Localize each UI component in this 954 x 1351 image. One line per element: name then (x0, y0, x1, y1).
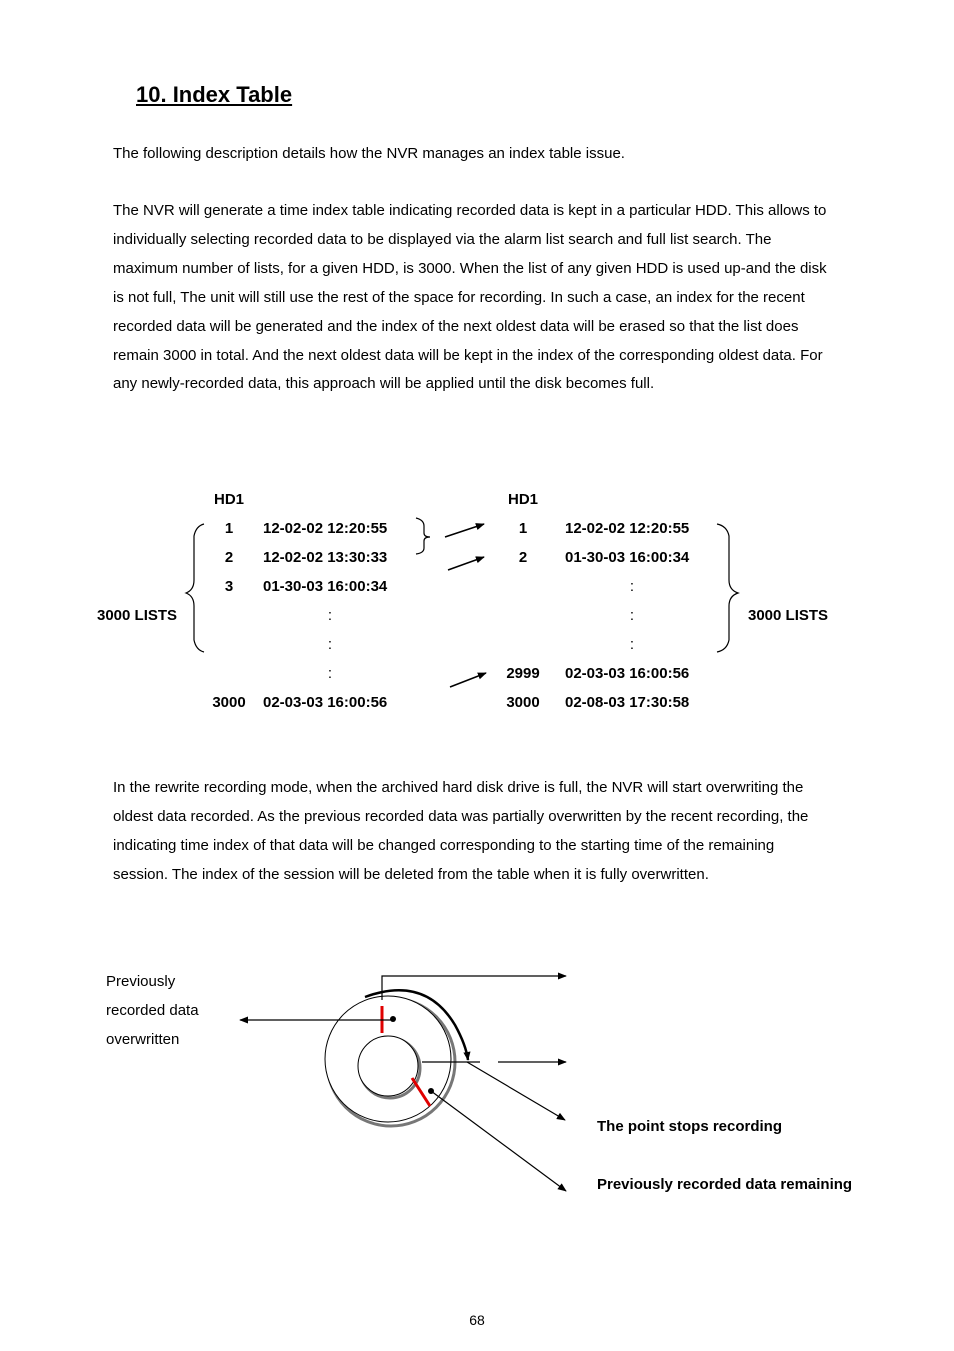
right-row-ellipsis: : (629, 578, 635, 595)
arrow-row-2999 (450, 673, 486, 687)
left-row-ellipsis: : (327, 607, 333, 624)
right-row-time: 12-02-02 12:20:55 (565, 520, 690, 537)
left-row-ellipsis: : (327, 665, 333, 682)
left-row-ellipsis: : (327, 636, 333, 653)
right-row-ellipsis: : (629, 636, 635, 653)
right-row-time: 02-08-03 17:30:58 (565, 694, 690, 711)
right-brace-label: 3000 LISTS (748, 607, 829, 624)
stop-recording-label: The point stops recording (597, 1118, 783, 1135)
intro-paragraph: The following description details how the NVR manages an index table issue. (113, 145, 625, 162)
right-row-num: 2 (518, 549, 528, 566)
right-row-num: 1 (518, 520, 528, 537)
right-row-num: 3000 (506, 694, 540, 711)
overwrite-dot (390, 1016, 396, 1022)
left-row-time: 12-02-02 12:20:55 (263, 520, 388, 537)
overwritten-label-line: overwritten (106, 1031, 180, 1048)
left-brace (186, 524, 204, 652)
top-leader-arrow (382, 976, 566, 1000)
small-brace (416, 518, 430, 554)
right-row-time: 01-30-03 16:00:34 (565, 549, 690, 566)
left-row-num: 2 (224, 549, 234, 566)
rewrite-paragraph: In the rewrite recording mode, when the archived hard disk drive is full, the NVR will start overwriting the oldest data recorded. As the previous recorded data was partially overwritten by the recent recording, the indicating time index of that data will be changed corresponding to the starting time of the remaining session. The index of the session will be deleted from the table when it is fully overwritten. (113, 779, 809, 883)
remaining-data-label: Previously recorded data remaining (597, 1176, 853, 1193)
left-row-num: 1 (224, 520, 234, 537)
left-table-header: HD1 (213, 491, 245, 508)
left-row-time: 12-02-02 13:30:33 (263, 549, 388, 566)
right-row-time: 02-03-03 16:00:56 (565, 665, 690, 682)
left-row-time: 01-30-03 16:00:34 (263, 578, 388, 595)
right-table-header: HD1 (507, 491, 539, 508)
arrow-to-stop-label (467, 1062, 565, 1120)
disk-icon (325, 996, 455, 1126)
section-title: 10. Index Table (136, 82, 293, 107)
right-row-num: 2999 (506, 665, 540, 682)
right-row-ellipsis: : (629, 607, 635, 624)
left-row-time: 02-03-03 16:00:56 (263, 694, 388, 711)
left-row-num: 3 (224, 578, 234, 595)
index-table-paragraph: The NVR will generate a time index table indicating recorded data is kept in a particular HDD. This allows to individually selecting recorded data to be displayed via the alarm list search and full list search. The maximum number of lists, for a given HDD, is 3000. When the list of any given HDD is used up-and the disk is not full, The unit will still use the rest of the space for recording. In such a case, an index for the recent recorded data will be generated and the index of the next oldest data will be erased so that the list does remain 3000 in total. And the next oldest data will be kept in the index of the corresponding oldest data. For any newly-recorded data, this approach will be applied until the disk becomes full. (113, 202, 827, 393)
arrow-to-remaining-label (431, 1091, 566, 1191)
right-brace (717, 524, 738, 652)
left-row-num: 3000 (212, 694, 246, 711)
arrow-row-2 (448, 557, 484, 570)
overwritten-label-line: recorded data (106, 1002, 199, 1019)
page-number: 68 (469, 1312, 485, 1328)
left-brace-label: 3000 LISTS (97, 607, 178, 624)
overwritten-label-line: Previously (106, 973, 176, 990)
arrow-row-1 (445, 524, 484, 537)
